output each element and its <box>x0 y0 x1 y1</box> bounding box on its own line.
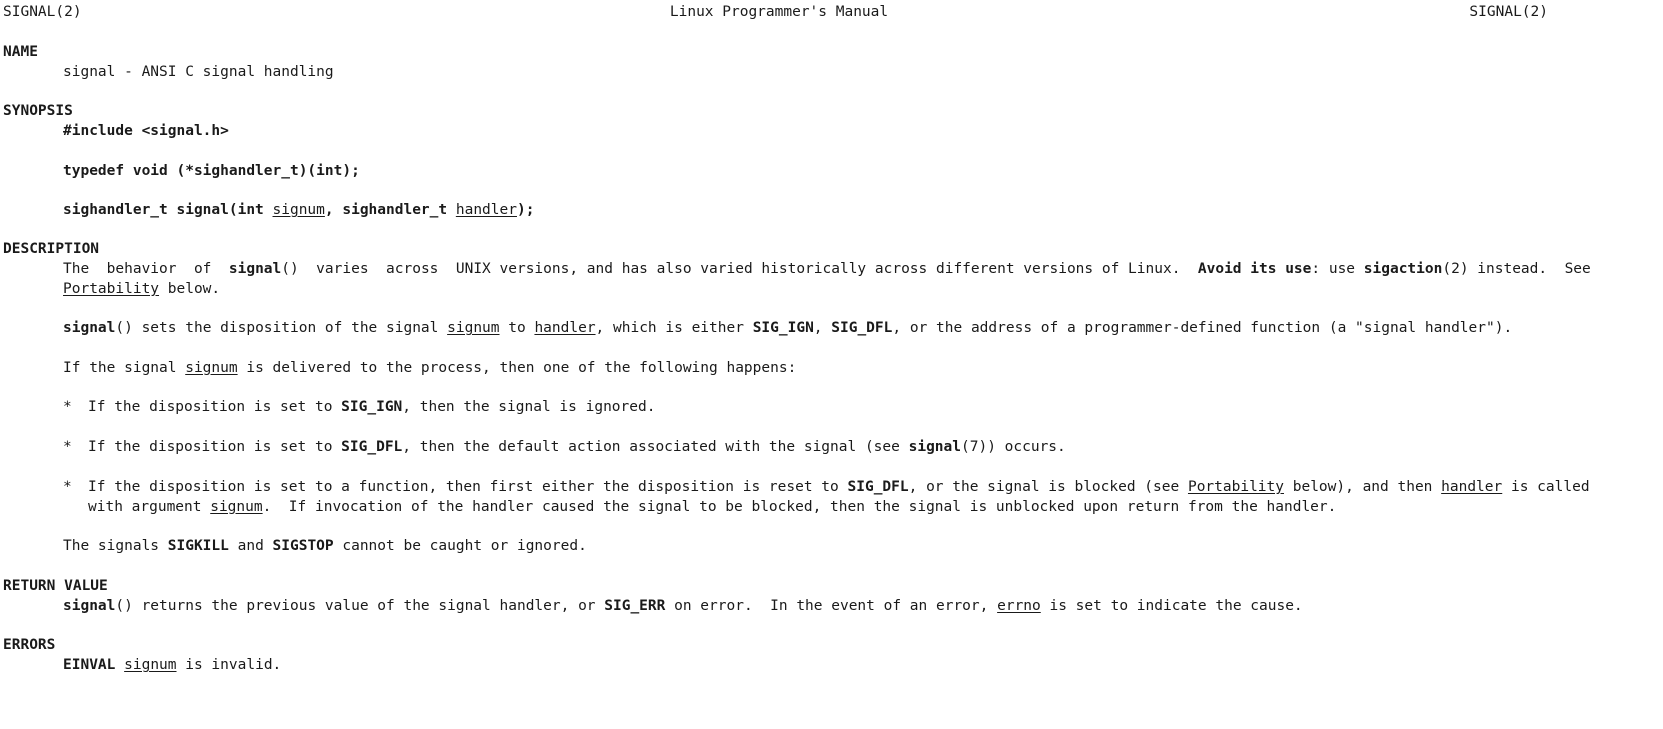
bullet-2-text: If the disposition is set to SIG_DFL, then the default action associated with the signal (see signal(7)) occurs. <box>88 439 1066 455</box>
header-left: SIGNAL(2) <box>3 4 82 20</box>
section-synopsis-heading: SYNOPSIS <box>3 103 73 119</box>
section-description-heading: DESCRIPTION <box>3 241 100 257</box>
description-p4: The signals SIGKILL and SIGSTOP cannot be caught or ignored. <box>63 538 587 554</box>
bullet-3-line1: If the disposition is set to a function, then first either the disposition is reset to SIG_DFL, or the signal is blocked (see Portability below), and then handler is called <box>88 479 1590 495</box>
bullet-2-marker: * <box>63 439 72 455</box>
description-p3: If the signal signum is delivered to the process, then one of the following happens: <box>63 360 797 376</box>
errors-einval: EINVAL signum is invalid. <box>63 657 282 673</box>
section-errors-heading: ERRORS <box>3 637 56 653</box>
return-value-text: signal() returns the previous value of the signal handler, or SIG_ERR on error. In the event of an error, errno is set to indicate the cause. <box>63 598 1303 614</box>
synopsis-typedef: typedef void (*sighandler_t)(int); <box>63 163 360 179</box>
synopsis-include: #include <signal.h> <box>63 123 229 139</box>
description-p1-line2: Portability below. <box>63 281 221 297</box>
name-text: signal - ANSI C signal handling <box>63 64 334 80</box>
portability-link[interactable]: Portability <box>63 281 160 297</box>
portability-link-2[interactable]: Portability <box>1187 479 1284 495</box>
description-p1-line1: The behavior of signal() varies across UNIX versions, and has also varied historically across different versions of Linux. Avoid its use: use sigaction(2) instead. See <box>63 261 1591 277</box>
section-return-value-heading: RETURN VALUE <box>3 578 108 594</box>
bullet-1-marker: * <box>63 399 72 415</box>
section-name-heading: NAME <box>3 44 38 60</box>
bullet-1-text: If the disposition is set to SIG_IGN, then the signal is ignored. <box>88 399 656 415</box>
synopsis-prototype: sighandler_t signal(int signum, sighandler_t handler); <box>63 202 535 218</box>
bullet-3-marker: * <box>63 479 72 495</box>
description-p2: signal() sets the disposition of the signal signum to handler, which is either SIG_IGN, SIG_DFL, or the address of a programmer-defined function (a "signal handler"). <box>63 320 1513 336</box>
bullet-3-line2: with argument signum. If invocation of the handler caused the signal to be blocked, then the signal is unblocked upon return from the handler. <box>88 499 1337 515</box>
header-right: SIGNAL(2) <box>1469 4 1548 20</box>
header-title: Linux Programmer's Manual <box>669 4 889 20</box>
